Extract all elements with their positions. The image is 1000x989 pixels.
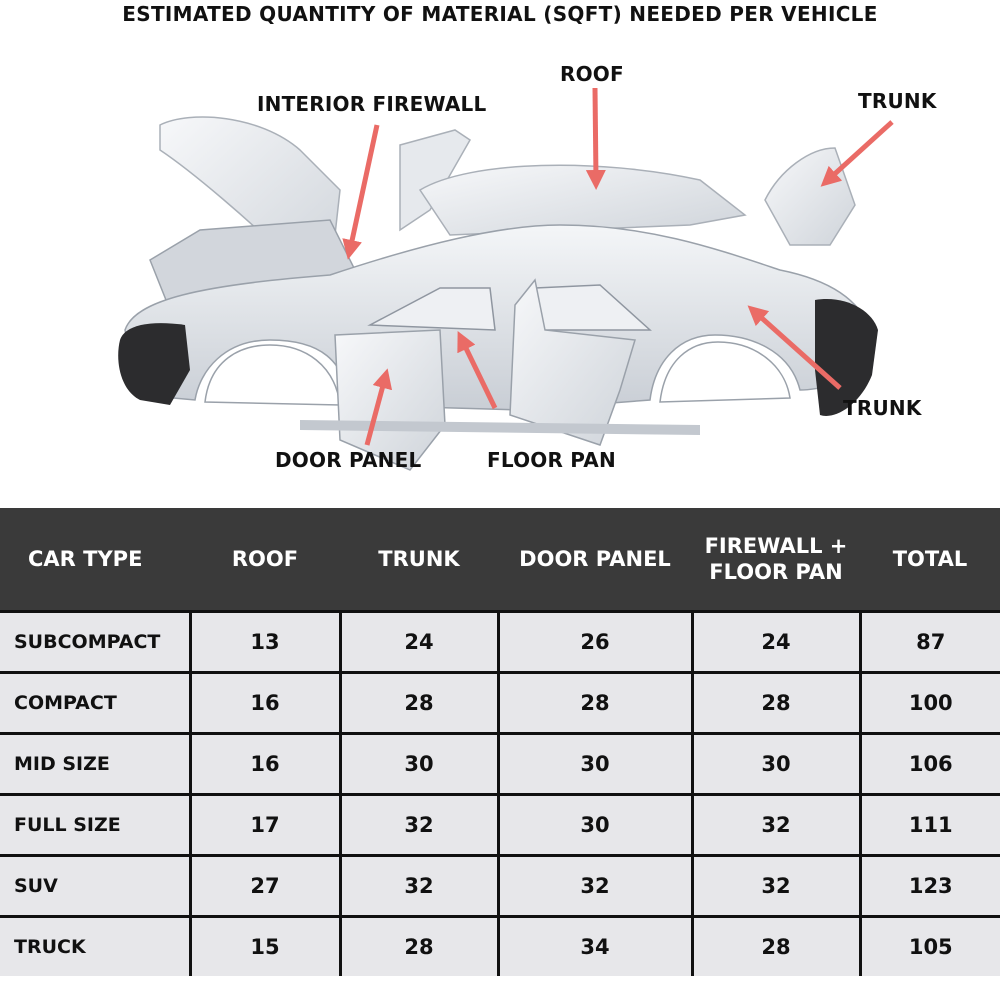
cell-roof: 17 xyxy=(190,795,340,856)
header-firewall-line2: FLOOR PAN xyxy=(709,560,843,584)
cell-roof: 13 xyxy=(190,612,340,673)
cell-roof: 16 xyxy=(190,673,340,734)
table-row xyxy=(0,856,1000,917)
cell-car-type: SUV xyxy=(0,856,190,917)
table-row xyxy=(0,734,1000,795)
table-header-row xyxy=(0,508,1000,612)
header-roof: ROOF xyxy=(190,508,340,612)
cell-roof: 16 xyxy=(190,734,340,795)
rear-wheel-arch xyxy=(660,342,790,402)
cell-trunk: 24 xyxy=(340,612,498,673)
header-door-panel: DOOR PANEL xyxy=(498,508,692,612)
cell-firewall-floor-pan: 28 xyxy=(692,917,860,977)
material-table xyxy=(0,508,1000,976)
cell-door-panel: 30 xyxy=(498,795,692,856)
cell-car-type: TRUCK xyxy=(0,917,190,977)
cell-trunk: 30 xyxy=(340,734,498,795)
cell-trunk: 32 xyxy=(340,795,498,856)
cell-door-panel: 34 xyxy=(498,917,692,977)
cell-door-panel: 32 xyxy=(498,856,692,917)
label-door-panel: DOOR PANEL xyxy=(275,448,422,472)
cell-trunk: 32 xyxy=(340,856,498,917)
header-trunk: TRUNK xyxy=(340,508,498,612)
trunk-lid xyxy=(765,148,855,245)
header-firewall-floor-pan xyxy=(692,508,860,612)
cell-firewall-floor-pan: 30 xyxy=(692,734,860,795)
material-table-container xyxy=(0,508,1000,989)
cell-total: 105 xyxy=(860,917,1000,977)
header-total: TOTAL xyxy=(860,508,1000,612)
cell-roof: 15 xyxy=(190,917,340,977)
cell-total: 123 xyxy=(860,856,1000,917)
cell-firewall-floor-pan: 32 xyxy=(692,856,860,917)
table-row xyxy=(0,917,1000,977)
cell-door-panel: 30 xyxy=(498,734,692,795)
arrow-interior-firewall xyxy=(350,125,377,250)
page-title: ESTIMATED QUANTITY OF MATERIAL (SQFT) NEEDED PER VEHICLE xyxy=(122,2,878,26)
car-illustration xyxy=(0,30,1000,508)
cell-trunk: 28 xyxy=(340,917,498,977)
cell-firewall-floor-pan: 28 xyxy=(692,673,860,734)
cell-door-panel: 28 xyxy=(498,673,692,734)
front-wheel-arch xyxy=(205,345,340,405)
cell-total: 106 xyxy=(860,734,1000,795)
cell-total: 100 xyxy=(860,673,1000,734)
cell-roof: 27 xyxy=(190,856,340,917)
table-row xyxy=(0,673,1000,734)
cell-firewall-floor-pan: 24 xyxy=(692,612,860,673)
cell-firewall-floor-pan: 32 xyxy=(692,795,860,856)
header-firewall-line1: FIREWALL + xyxy=(704,534,848,558)
label-roof: ROOF xyxy=(560,62,624,86)
arrow-trunk-top xyxy=(828,122,892,180)
cell-car-type: SUBCOMPACT xyxy=(0,612,190,673)
cell-trunk: 28 xyxy=(340,673,498,734)
cell-door-panel: 26 xyxy=(498,612,692,673)
cell-total: 111 xyxy=(860,795,1000,856)
roof-panel xyxy=(420,165,745,235)
cell-car-type: MID SIZE xyxy=(0,734,190,795)
cell-car-type: FULL SIZE xyxy=(0,795,190,856)
arrow-roof xyxy=(595,88,596,180)
label-interior-firewall: INTERIOR FIREWALL xyxy=(257,92,487,116)
label-trunk-bottom: TRUNK xyxy=(843,396,922,420)
label-trunk-top: TRUNK xyxy=(858,89,937,113)
label-floor-pan: FLOOR PAN xyxy=(487,448,616,472)
header-car-type: CAR TYPE xyxy=(0,508,190,612)
table-row xyxy=(0,612,1000,673)
table-row xyxy=(0,795,1000,856)
cell-car-type: COMPACT xyxy=(0,673,190,734)
cell-total: 87 xyxy=(860,612,1000,673)
car-body-diagram xyxy=(0,30,1000,508)
